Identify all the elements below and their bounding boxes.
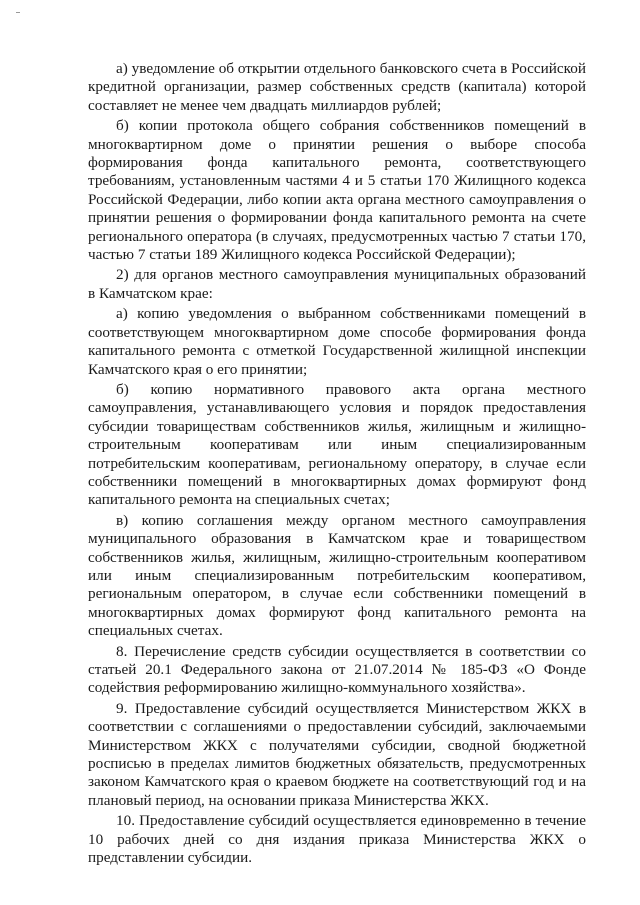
paragraph-v-agreement-copy: в) копию соглашения между органом местного самоуправления муниципального образования в Камчатском крае и товариществом собственников жилья, жилищным, жилищно-строительным кооперативом или иным специализированным потребительским кооперативом, региональным оператором, в случае если собственники помещений в многоквартирных домах формируют фонд капитального ремонта на специальных счетах. — [88, 511, 586, 640]
document-page — [88, 60, 586, 867]
paragraph-b-normative-act: б) копию нормативного правового акта органа местного самоуправления, устанавливающего условия и порядок предоставления субсидии товариществам собственников жилья, жилищным и жилищно-строительным кооперативам или иным специализированным потребительским кооперативам, региональному оператору, в случае если собственники помещений в многоквартирных домах формируют фонд капитального ремонта на специальных счетах; — [88, 380, 586, 509]
scan-mark — [16, 12, 20, 13]
paragraph-10-one-time: 10. Предоставление субсидий осуществляется единовременно в течение 10 рабочих дней со дня издания приказа Министерства ЖКХ о представлении субсидии. — [88, 812, 586, 867]
paragraph-b-protocol-copies: б) копии протокола общего собрания собственников помещений в многоквартирном доме о принятии решения о выборе способа формирования фонда капитального ремонта, соответствующего требованиям, установленным частями 4 и 5 статьи 170 Жилищного кодекса Российской Федерации, либо копии акта органа местного самоуправления о принятии решения о формировании фонда капитального ремонта на счете регионального оператора (в случаях, предусмотренных частью 7 статьи 170, частью 7 статьи 189 Жилищного кодекса Российской Федерации); — [88, 117, 586, 264]
paragraph-8-transfer: 8. Перечисление средств субсидии осуществляется в соответствии со статьей 20.1 Федерального закона от 21.07.2014 № 185-ФЗ «О Фонде содействия реформированию жилищно-коммунального хозяйства». — [88, 642, 586, 697]
paragraph-a-notice-copy: а) копию уведомления о выбранном собственниками помещений в соответствующем многоквартирном доме способе формирования фонда капитального ремонта с отметкой Государственной жилищной инспекции Камчатского края о его принятии; — [88, 305, 586, 378]
paragraph-9-provision: 9. Предоставление субсидий осуществляется Министерством ЖКХ в соответствии с соглашениями о предоставлении субсидий, заключаемыми Министерством ЖКХ с получателями субсидии, сводной бюджетной росписью в пределах лимитов бюджетных обязательств, предусмотренных законом Камчатского края о краевом бюджете на соответствующий год и на плановый период, на основании приказа Министерства ЖКХ. — [88, 699, 586, 809]
paragraph-2-local-authorities: 2) для органов местного самоуправления муниципальных образований в Камчатском крае: — [88, 266, 586, 302]
paragraph-a-bank-notice: а) уведомление об открытии отдельного банковского счета в Российской кредитной организации, размер собственных средств (капитала) которой составляет не менее чем двадцать миллиардов рублей; — [88, 60, 586, 114]
